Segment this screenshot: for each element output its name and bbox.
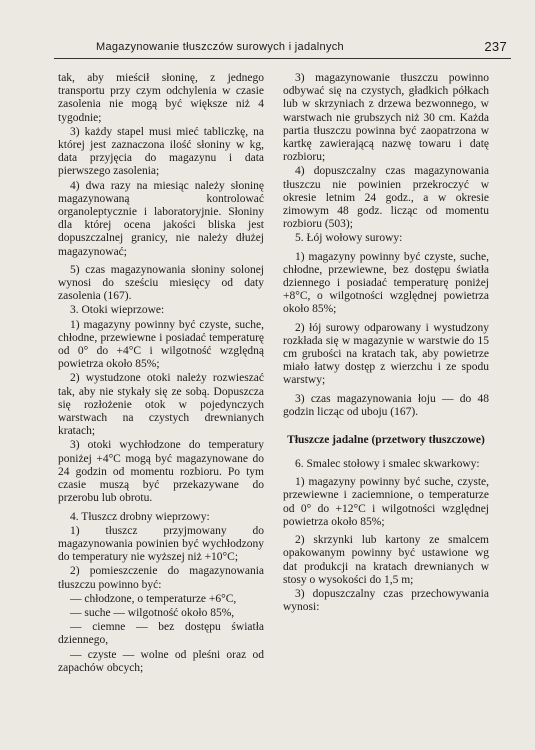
right-paragraph: 4) dopuszczalny czas magazynowania tłuszczu nie powinien przekroczyć w okresie letnim 24 godz., a w okresie zimowym 48 godz. licząc od momentu rozbioru (503); [283, 165, 489, 231]
right-paragraph: 3) czas magazynowania łoju — do 48 godzin licząc od uboju (167). [283, 392, 489, 418]
left-paragraph: — chłodzone, o temperaturze +6°C, [70, 592, 237, 605]
right-column [283, 72, 489, 615]
left-paragraph: 2) wystudzone otoki należy rozwieszać tak, aby nie stykały się ze sobą. Dopuszcza się rozłożenie otok w pojedynczych warstwach na czystych drewnianych kratach; [58, 372, 264, 438]
right-paragraph: 3) dopuszczalny czas przechowywania wynosi: [283, 587, 489, 614]
left-paragraph: 4) dwa razy na miesiąc należy słoninę magazynowaną kontrolować organoleptycznie i laboratoryjnie. Słoniny dla której ocena jakości bliska jest dopuszczalnej granicy, nie należy dłużej magazynować; [58, 179, 264, 258]
right-paragraph: 6. Smalec stołowy i smalec skwarkowy: [295, 458, 480, 471]
left-paragraph: 3. Otoki wieprzowe: [70, 304, 165, 317]
right-paragraph: 3) magazynowanie tłuszczu powinno odbywać się na czystych, gładkich półkach lub w skrzyniach z drzewa bezwonnego, w warstwach nie grubszych niż 30 cm. Każda partia tłuszczu powinna być zaopatrzona w kartkę zawierającą nazwę towaru i datę rozbioru; [283, 72, 489, 164]
left-paragraph: 3) otoki wychłodzone do temperatury poniżej +4°C mogą być magazynowane do 24 godzin od momentu rozbioru. Po tym czasie muszą być przekazywane do przerobu lub obrotu. [58, 439, 264, 505]
running-header [54, 40, 511, 59]
running-title: Magazynowanie tłuszczów surowych i jadalnych [96, 41, 344, 53]
page-number: 237 [484, 39, 507, 54]
left-paragraph: 2) pomieszczenie do magazynowania tłuszczu powinno być: [58, 565, 264, 591]
left-column [58, 72, 264, 676]
right-paragraph: Tłuszcze jadalne (przetwory tłuszczowe) [287, 434, 485, 447]
left-paragraph: — suche — wilgotność około 85%, [70, 606, 235, 619]
right-paragraph: 5. Łój wołowy surowy: [295, 232, 403, 245]
left-paragraph: 4. Tłuszcz drobny wieprzowy: [70, 510, 210, 523]
right-paragraph: 1) magazyny powinny być czyste, suche, chłodne, przewiewne, bez dostępu światła dziennego i posiadać temperaturę poniżej +8°C, o wilgotności względnej powietrza około 85%; [283, 250, 489, 316]
left-paragraph: — czyste — wolne od pleśni oraz od zapachów obcych; [58, 648, 264, 674]
left-paragraph: 5) czas magazynowania słoniny solonej wynosi do sześciu miesięcy od daty zasolenia (167). [58, 263, 264, 303]
right-paragraph: 2) skrzynki lub kartony ze smalcem opakowanym powinny być ustawione wg dat produkcji na kratach drewnianych w stosy o wysokości do 1,5 m; [283, 534, 489, 586]
left-paragraph: 1) magazyny powinny być czyste, suche, chłodne, przewiewne i posiadać temperaturę od 0° do +4°C i wilgotność względną powietrza około 85%; [58, 318, 264, 371]
left-paragraph: — ciemne — bez dostępu światła dziennego, [58, 621, 264, 647]
left-paragraph: tak, aby mieścił słoninę, z jednego transportu przy czym odchylenia w czasie zasolenia nie mogą być większe niż 4 tygodnie; [58, 72, 264, 124]
left-paragraph: 3) każdy stapel musi mieć tabliczkę, na której jest zaznaczona ilość słoniny w kg, data przyjęcia do magazynu i data pierwszego zasolenia; [58, 125, 264, 178]
right-paragraph: 2) łój surowy odparowany i wystudzony rozkłada się w magazynie w warstwie do 15 cm grubości na kratach tak, aby powietrze miało łatwy dostęp z wierzchu i ze spodu warstwy; [283, 321, 489, 387]
left-paragraph: 1) tłuszcz przyjmowany do magazynowania powinien być wychłodzony do temperatury nie wyższej niż +10°C; [58, 524, 264, 564]
right-paragraph: 1) magazyny powinny być suche, czyste, przewiewne i zaciemnione, o temperaturze od 0° do +12°C i wilgotności względnej powietrza około 85%; [283, 476, 489, 528]
